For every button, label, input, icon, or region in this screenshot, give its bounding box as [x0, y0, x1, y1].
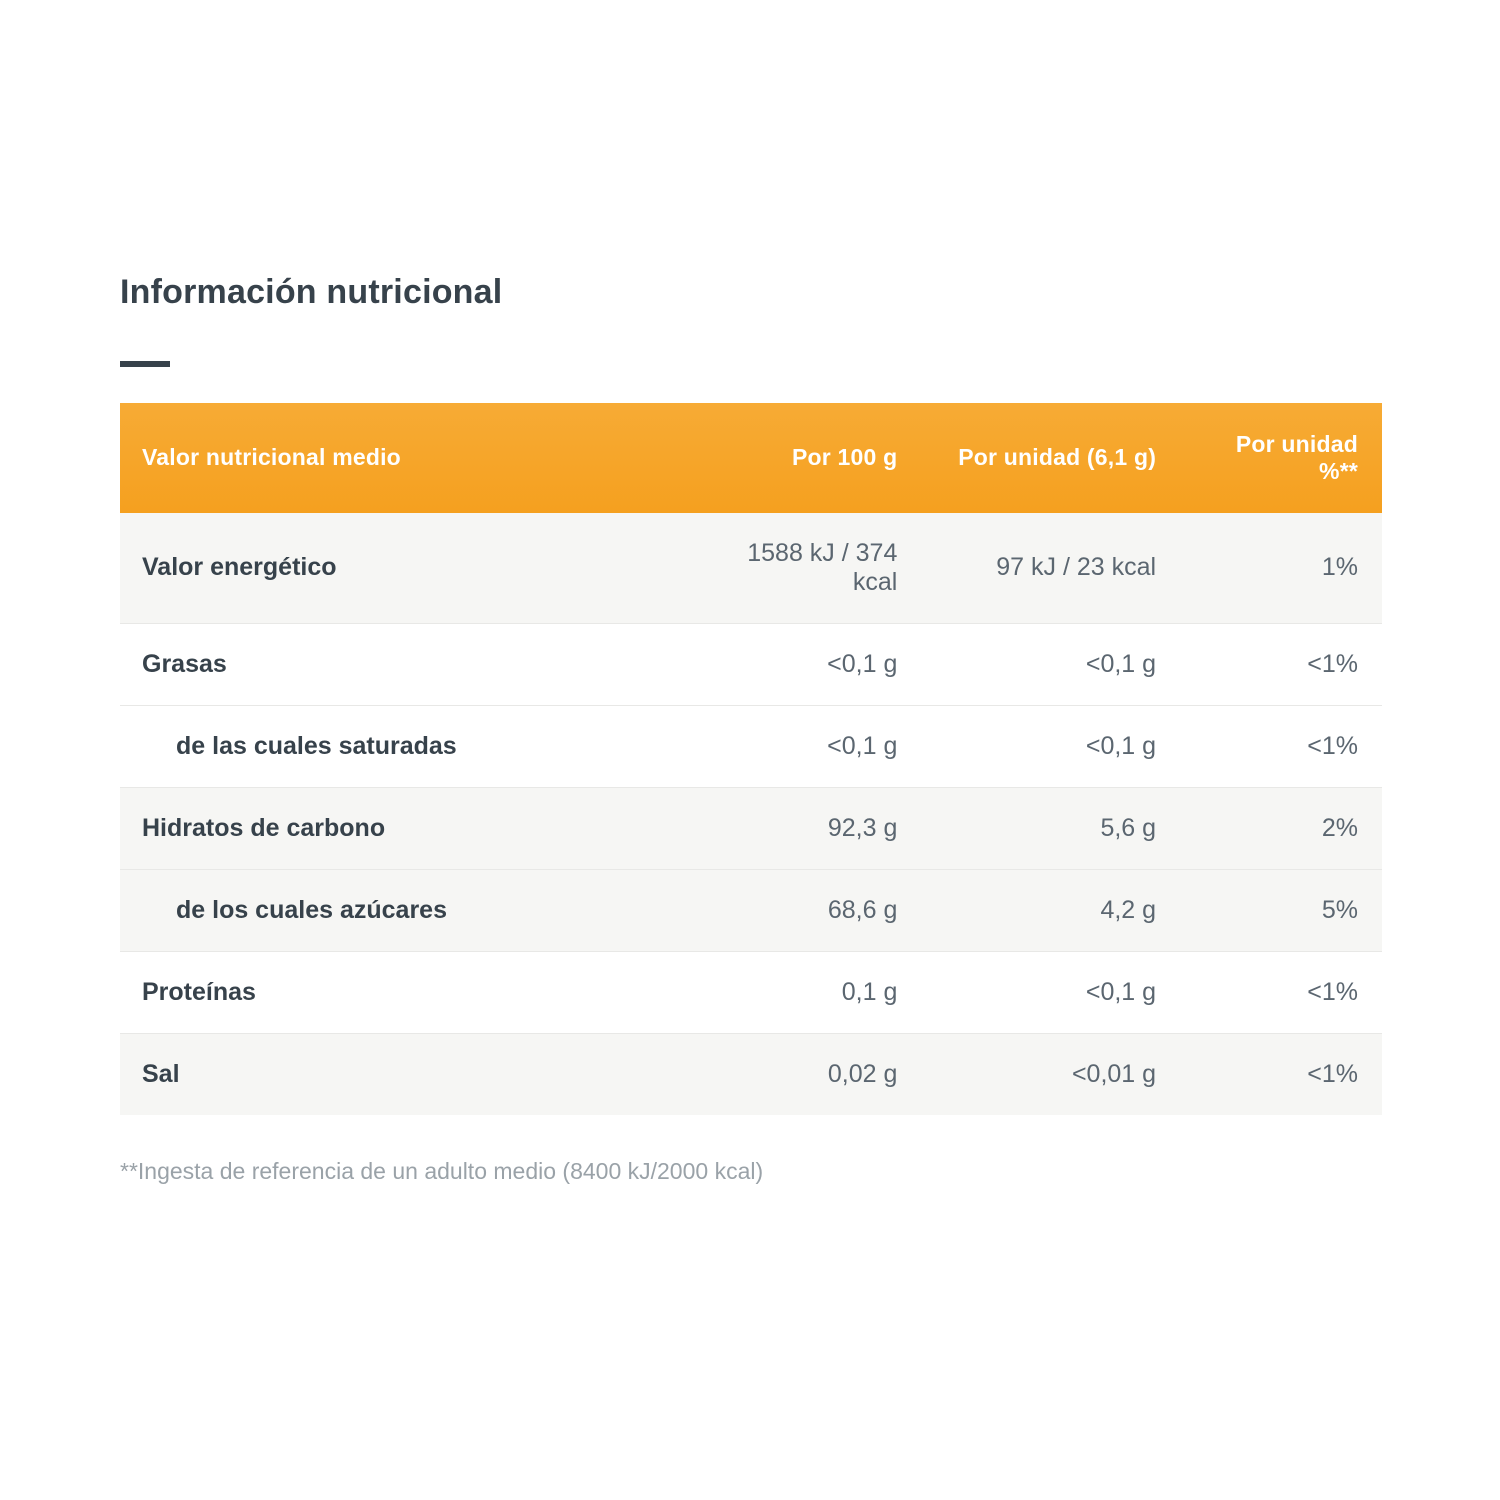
column-header-per-unit-pct: Por unidad %**	[1180, 403, 1382, 513]
row-label: Valor energético	[120, 513, 675, 624]
row-label: Proteínas	[120, 951, 675, 1033]
table-row	[120, 513, 1382, 624]
row-value-per-unit: <0,1 g	[921, 623, 1180, 705]
nutrition-section	[120, 272, 1382, 1187]
row-label: Sal	[120, 1033, 675, 1115]
row-value-per-100g: 0,1 g	[675, 951, 921, 1033]
table-row	[120, 787, 1382, 869]
row-value-per-unit-pct: <1%	[1180, 951, 1382, 1033]
table-row	[120, 623, 1382, 705]
row-value-per-unit-pct: <1%	[1180, 705, 1382, 787]
row-value-per-100g: <0,1 g	[675, 705, 921, 787]
row-value-per-unit-pct: 5%	[1180, 869, 1382, 951]
row-value-per-unit: <0,1 g	[921, 951, 1180, 1033]
column-header-nutrient: Valor nutricional medio	[120, 403, 675, 513]
row-label: Hidratos de carbono	[120, 787, 675, 869]
table-header	[120, 403, 1382, 513]
table-row	[120, 705, 1382, 787]
row-value-per-unit: 5,6 g	[921, 787, 1180, 869]
row-label: de las cuales saturadas	[120, 705, 675, 787]
page-title: Información nutricional	[120, 273, 503, 311]
row-value-per-unit-pct: 1%	[1180, 513, 1382, 624]
row-value-per-100g: 92,3 g	[675, 787, 921, 869]
row-value-per-unit-pct: <1%	[1180, 1033, 1382, 1115]
nutrition-table	[120, 403, 1382, 1115]
row-value-per-100g: 68,6 g	[675, 869, 921, 951]
row-label: Grasas	[120, 623, 675, 705]
row-value-per-unit: <0,1 g	[921, 705, 1180, 787]
row-value-per-100g: <0,1 g	[675, 623, 921, 705]
reference-intake-footnote: **Ingesta de referencia de un adulto medio (8400 kJ/2000 kcal)	[120, 1157, 764, 1184]
row-value-per-unit-pct: <1%	[1180, 623, 1382, 705]
row-value-per-100g: 0,02 g	[675, 1033, 921, 1115]
row-value-per-100g: 1588 kJ / 374 kcal	[675, 513, 921, 624]
column-header-per-unit: Por unidad (6,1 g)	[921, 403, 1180, 513]
row-value-per-unit: <0,01 g	[921, 1033, 1180, 1115]
row-value-per-unit: 97 kJ / 23 kcal	[921, 513, 1180, 624]
table-row	[120, 869, 1382, 951]
table-body	[120, 513, 1382, 1115]
table-header-row	[120, 403, 1382, 513]
row-label: de los cuales azúcares	[120, 869, 675, 951]
title-underline-rule	[120, 361, 170, 367]
table-row	[120, 951, 1382, 1033]
column-header-per-100g: Por 100 g	[675, 403, 921, 513]
row-value-per-unit-pct: 2%	[1180, 787, 1382, 869]
table-row	[120, 1033, 1382, 1115]
row-value-per-unit: 4,2 g	[921, 869, 1180, 951]
